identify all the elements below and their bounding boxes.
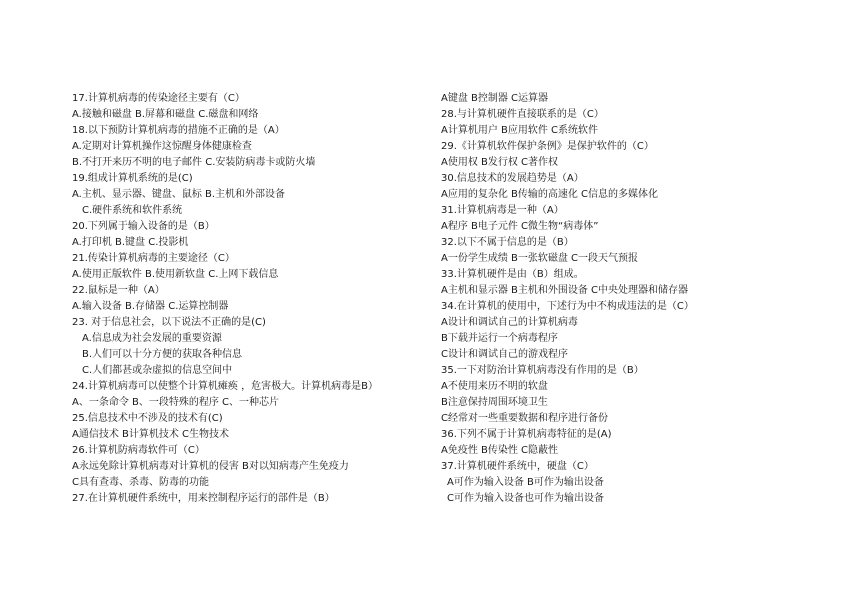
question-line: A免疫性 B传染性 C隐蔽性	[441, 445, 559, 456]
question-line: A.打印机 B.键盘 C.投影机	[72, 237, 189, 248]
question-line: A.信息成为社会发展的重要资源	[82, 333, 222, 344]
question-line: C设计和调试自己的游戏程序	[441, 349, 568, 360]
question-line: 35.一下对防治计算机病毒没有作用的是（B）	[441, 365, 644, 376]
question-line: 18.以下预防计算机病毒的措施不正确的是（A）	[72, 125, 285, 136]
question-line: 23. 对于信息社会，以下说法不正确的是(C)	[72, 317, 266, 328]
question-line: A主机和显示器 B主机和外围设备 C中央处理器和储存器	[441, 285, 689, 296]
question-line: C经常对一些重要数据和程序进行备份	[441, 413, 608, 424]
question-line: 26.计算机防病毒软件可（C）	[72, 445, 205, 456]
question-line: A、一条命令 B、一段特殊的程序 C、一种芯片	[72, 397, 280, 408]
question-line: 34.在计算机的使用中，下述行为中不构成违法的是（C）	[441, 301, 694, 312]
question-line: A.接触和磁盘 B.屏幕和磁盘 C.磁盘和网络	[72, 109, 259, 120]
question-line: 24.计算机病毒可以使整个计算机瘫痪 ，危害极大。计算机病毒是B）	[72, 381, 378, 392]
question-line: A计算机用户 B应用软件 C系统软件	[441, 125, 599, 136]
question-line: C.硬件系统和软件系统	[82, 205, 183, 216]
question-line: A程序 B电子元件 C微生物“病毒体”	[441, 221, 599, 232]
question-line: 31.计算机病毒是一种（A）	[441, 205, 564, 216]
question-line: 20.下列属于输入设备的是（B）	[72, 221, 215, 232]
question-line: A通信技术 B计算机技术 C生物技术	[72, 429, 230, 440]
question-line: 19.组成计算机系统的是(C)	[72, 173, 193, 184]
question-line: A设计和调试自己的计算机病毒	[441, 317, 578, 328]
left-column	[72, 91, 430, 507]
question-line: A键盘 B控制器 C运算器	[441, 93, 549, 104]
question-line: A可作为输入设备 B可作为输出设备	[447, 477, 604, 488]
question-line: 29.《计算机软件保护条例》是保护软件的（C）	[441, 141, 654, 152]
question-line: 37.计算机硬件系统中，硬盘（C）	[441, 461, 594, 472]
question-line: 32.以下不属于信息的是（B）	[441, 237, 574, 248]
question-line: 27.在计算机硬件系统中，用来控制程序运行的部件是（B）	[72, 493, 335, 504]
question-line: 30.信息技术的发展趋势是（A）	[441, 173, 584, 184]
question-line: C可作为输入设备也可作为输出设备	[447, 493, 604, 504]
question-line: B.人们可以十分方便的获取各种信息	[82, 349, 243, 360]
question-line: A永远免除计算机病毒对计算机的侵害 B对以知病毒产生免疫力	[72, 461, 349, 472]
question-line: B.不打开来历不明的电子邮件 C.安装防病毒卡或防火墙	[72, 157, 316, 168]
question-line: 36.下列不属于计算机病毒特征的是(A)	[441, 429, 612, 440]
question-line: 33.计算机硬件是由（B）组成。	[441, 269, 584, 280]
right-column	[441, 91, 841, 507]
question-line: A使用权 B发行权 C著作权	[441, 157, 559, 168]
question-line: 21.传染计算机病毒的主要途径（C）	[72, 253, 235, 264]
question-line: B下载并运行一个病毒程序	[441, 333, 558, 344]
question-line: B注意保持周围环境卫生	[441, 397, 548, 408]
question-line: A.定期对计算机操作这惊醒身体健康检查	[72, 141, 252, 152]
question-line: A.使用正版软件 B.使用新软盘 C.上网下载信息	[72, 269, 279, 280]
question-line: A不使用来历不明的软盘	[441, 381, 548, 392]
question-line: 28.与计算机硬件直接联系的是（C）	[441, 109, 604, 120]
question-line: 17.计算机病毒的传染途径主要有（C）	[72, 93, 245, 104]
question-line: 22.鼠标是一种（A）	[72, 285, 165, 296]
question-line: C.人们都甚或杂虚拟的信息空间中	[82, 365, 233, 376]
question-line: C具有查毒、杀毒、防毒的功能	[72, 477, 209, 488]
question-line: A一份学生成绩 B一张软磁盘 C一段天气预报	[441, 253, 639, 264]
question-line: A应用的复杂化 B传输的高速化 C信息的多媒体化	[441, 189, 659, 200]
question-line: A.主机、显示器、键盘、鼠标 B.主机和外部设备	[72, 189, 286, 200]
question-line: 25.信息技术中不涉及的技术有(C)	[72, 413, 223, 424]
question-line: A.输入设备 B.存储器 C.运算控制器	[72, 301, 229, 312]
